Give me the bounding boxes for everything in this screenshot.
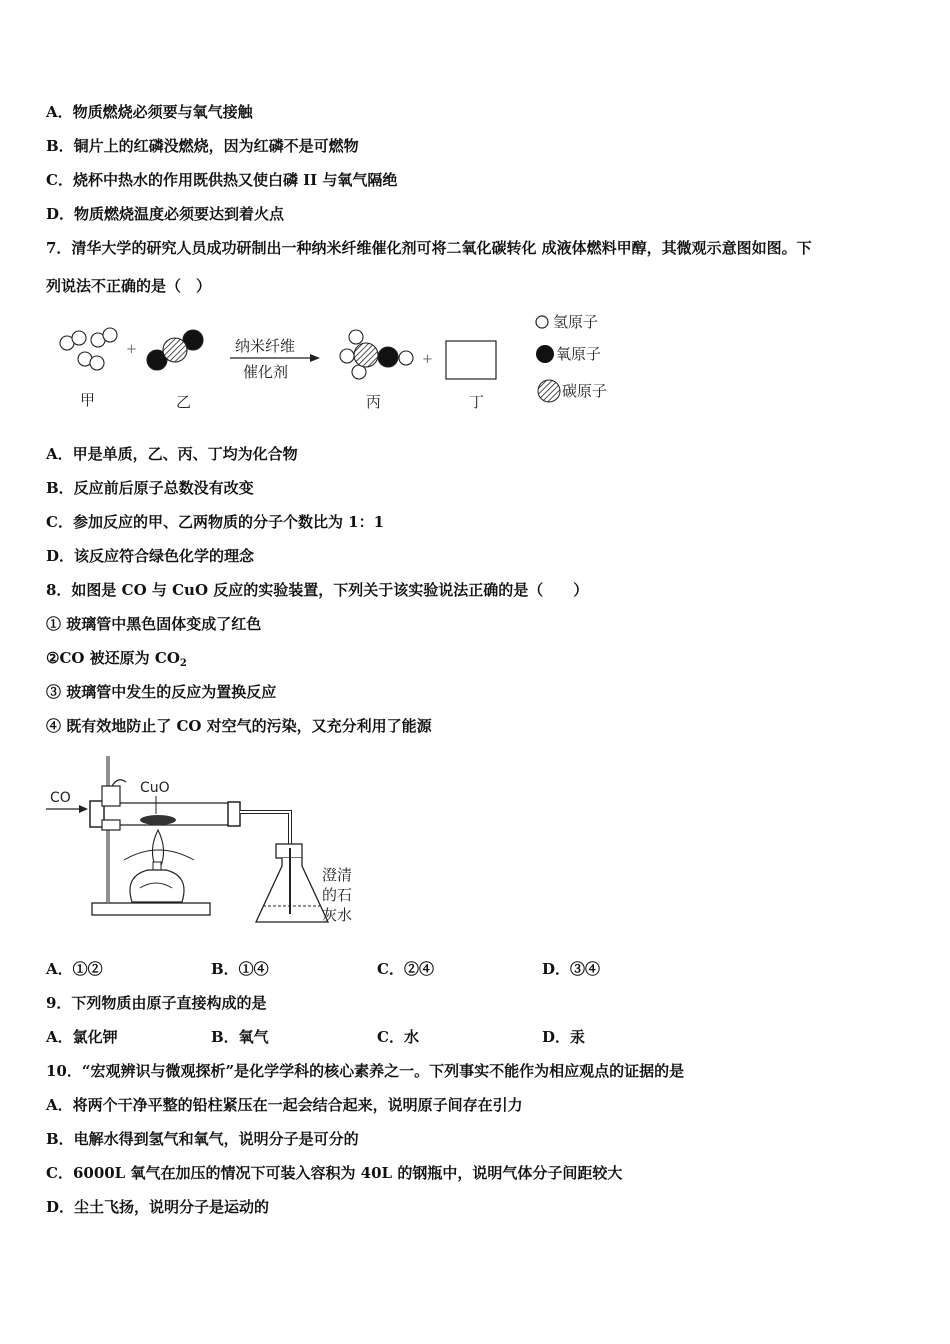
q8-stem: 8．如图是 CO 与 CuO 反应的实验装置，下列关于该实验说法正确的是（ ） (46, 581, 589, 599)
q8-statement-4: ④ 既有效地防止了 CO 对空气的污染，又充分利用了能源 (46, 717, 432, 735)
q6-option-a: A．物质燃烧必须要与氧气接触 (46, 103, 253, 121)
stopper-right (228, 802, 240, 826)
q9-option-b: B．氧气 (211, 1028, 269, 1046)
molecule-yi (147, 330, 203, 370)
label-bing: 丙 (366, 393, 382, 411)
q10-option-a: A．将两个干净平整的铅柱紧压在一起会结合起来，说明原子间存在引力 (46, 1096, 523, 1114)
q9-option-d: D．汞 (542, 1028, 586, 1046)
q7-option-c: C．参加反应的甲、乙两物质的分子个数比为 1：1 (46, 513, 385, 531)
q8-option-b: B．①④ (211, 960, 269, 978)
q7-option-b: B．反应前后原子总数没有改变 (46, 479, 254, 497)
product-box-ding (446, 341, 496, 379)
clamp-bottom (102, 820, 120, 830)
q9-stem: 9．下列物质由原子直接构成的是 (46, 994, 267, 1012)
legend-oxygen-icon (536, 345, 554, 363)
molecule-jia (60, 328, 117, 370)
q8-option-d: D．③④ (542, 960, 601, 978)
clamp-screw (112, 780, 126, 786)
q6-option-d: D．物质燃烧温度必须要达到着火点 (46, 205, 285, 223)
molecule-bing (340, 330, 413, 379)
co-arrowhead (79, 805, 88, 813)
conical-flask (256, 858, 328, 922)
catalyst-line1: 纳米纤维 (235, 337, 296, 355)
catalyst-line2: 催化剂 (243, 363, 289, 381)
q7-reaction-diagram (50, 305, 650, 420)
legend-carbon: 碳原子 (562, 382, 608, 400)
q10-stem: 10．“宏观辨识与微观探析”是化学学科的核心素养之一。下列事实不能作为相应观点的证据的是 (46, 1062, 685, 1080)
q8-statement-2 (46, 648, 187, 674)
label-jia: 甲 (80, 391, 96, 409)
q10-option-c: C．6000L 氧气在加压的情况下可装入容积为 40L 的钢瓶中，说明气体分子间距较大 (46, 1164, 623, 1182)
limewater-label-2: 的石 (322, 886, 353, 904)
q10-option-d: D．尘土飞扬，说明分子是运动的 (46, 1198, 270, 1216)
q7-stem-line2: 列说法不正确的是（ ） (46, 277, 212, 295)
q9-option-c: C．水 (377, 1028, 419, 1046)
label-yi: 乙 (176, 393, 192, 411)
q6-option-c: C．烧杯中热水的作用既供热又使白磷 II 与氧气隔绝 (46, 171, 398, 189)
stand-base (92, 903, 210, 915)
limewater-label-1: 澄清 (322, 866, 353, 884)
legend-hydrogen-icon (536, 316, 548, 328)
q8-statement-2-subscript: 2 (179, 658, 187, 669)
legend-carbon-icon (538, 380, 560, 402)
cuo-powder (140, 815, 176, 825)
q7-option-a: A．甲是单质，乙、丙、丁均为化合物 (46, 445, 298, 463)
cuo-label: CuO (140, 780, 170, 796)
legend-hydrogen: 氢原子 (553, 313, 599, 331)
q7-option-d: D．该反应符合绿色化学的理念 (46, 547, 255, 565)
q8-statement-3: ③ 玻璃管中发生的反应为置换反应 (46, 683, 277, 701)
clamp (102, 786, 120, 806)
q6-option-b: B．铜片上的红磷没燃烧，因为红磷不是可燃物 (46, 137, 359, 155)
q8-statement-2-text: ②CO 被还原为 CO (46, 649, 180, 667)
plus-sign-1: + (126, 342, 137, 357)
reaction-arrowhead (310, 354, 320, 362)
q10-option-b: B．电解水得到氢气和氧气，说明分子是可分的 (46, 1130, 359, 1148)
co-label: CO (50, 790, 71, 806)
q8-option-c: C．②④ (377, 960, 434, 978)
label-ding: 丁 (469, 393, 485, 411)
outlet-tube-inner (240, 812, 290, 848)
q7-stem-line1: 7．清华大学的研究人员成功研制出一种纳米纤维催化剂可将二氧化碳转化 成液体燃料甲醇，其微观示意图如图。下 (46, 239, 812, 257)
q9-option-a: A．氯化钾 (46, 1028, 118, 1046)
legend-oxygen: 氧原子 (556, 345, 602, 363)
q8-option-a: A．①② (46, 960, 103, 978)
q8-statement-1: ① 玻璃管中黑色固体变成了红色 (46, 615, 262, 633)
outlet-tube (240, 812, 290, 848)
q8-apparatus-diagram (44, 748, 374, 933)
limewater-label-3: 灰水 (322, 906, 353, 924)
alcohol-lamp (130, 870, 184, 902)
plus-sign-2: + (422, 352, 433, 367)
